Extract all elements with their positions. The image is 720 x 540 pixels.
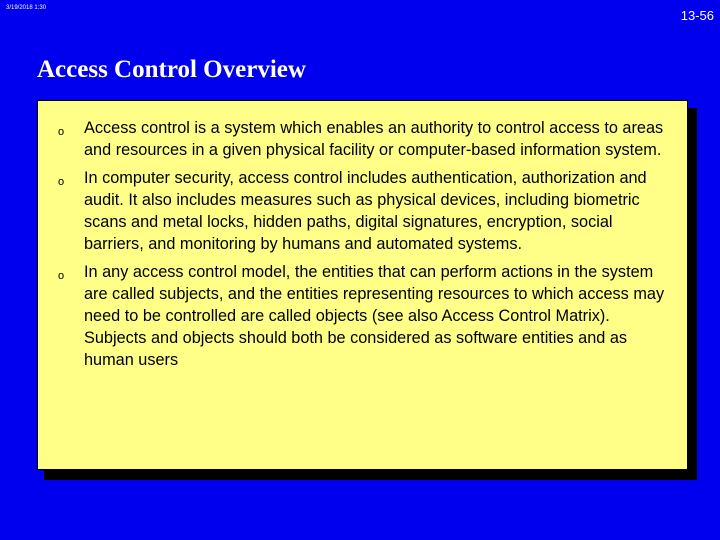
- bullet-list: [38, 117, 687, 377]
- bullet-marker-icon: o: [58, 126, 65, 138]
- bullet-text: In any access control model, the entities that can perform actions in the system are called subjects, and the entities representing resources to which access may need to be controlled are called objects (see also Access Control Matrix). Subjects and objects should both be considered as software entities and as human users: [84, 263, 665, 369]
- date-stamp: 3/19/2018 1:30: [6, 5, 47, 11]
- bullet-text: In computer security, access control includes authentication, authorization and audit. It also includes measures such as physical devices, including biometric scans and metal locks, hidden paths, digital signatures, encryption, social barriers, and monitoring by humans and automated systems.: [84, 169, 647, 253]
- bullet-item: [38, 261, 687, 371]
- bullet-text: Access control is a system which enables an authority to control access to areas and resources in a given physical facility or computer-based information system.: [84, 119, 664, 159]
- bullet-item: [38, 167, 687, 255]
- content-panel: [37, 100, 688, 470]
- bullet-marker-icon: o: [58, 176, 65, 188]
- bullet-marker-icon: o: [58, 270, 65, 282]
- slide-number: 13-56: [680, 8, 714, 23]
- bullet-item: [38, 117, 687, 161]
- slide-title: Access Control Overview: [37, 56, 306, 83]
